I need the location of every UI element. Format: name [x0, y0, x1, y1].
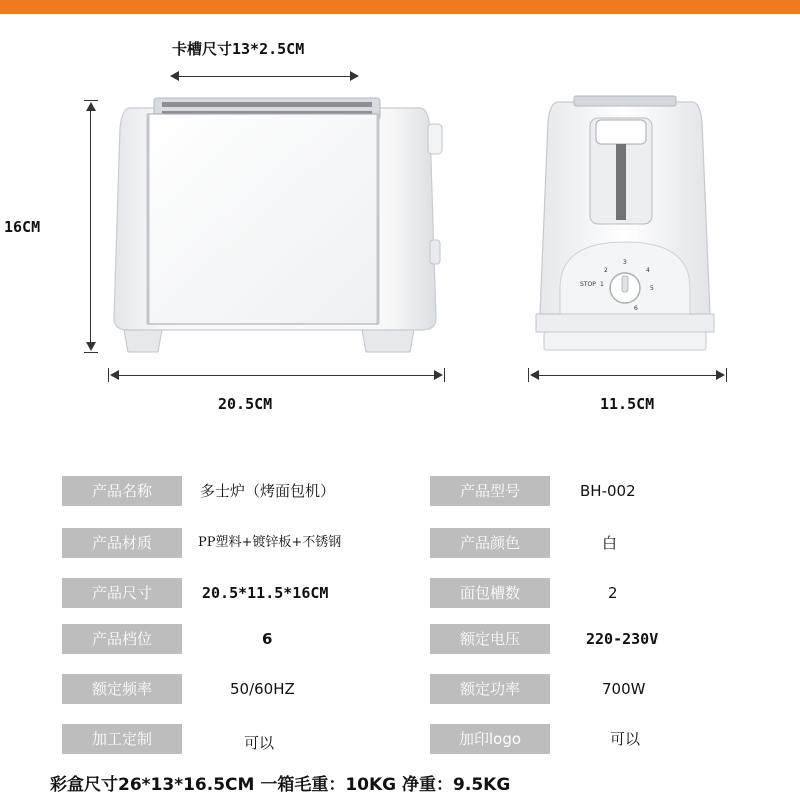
spec-label: 产品颜色: [430, 528, 550, 558]
slot-dimension-label: 卡槽尺寸13*2.5CM: [172, 40, 305, 58]
spec-value: 20.5*11.5*16CM: [202, 584, 329, 602]
spec-value: 可以: [244, 734, 275, 752]
slot-arrow-left: [170, 71, 179, 81]
toaster-side-view: [530, 92, 720, 364]
width-tick-right: [444, 368, 445, 382]
depth-arrow-right: [716, 370, 725, 380]
width-arrow-left: [110, 370, 119, 380]
spec-value: 50/60HZ: [230, 680, 295, 698]
spec-label: 额定电压: [430, 624, 550, 654]
knob-mark-4: 4: [646, 267, 650, 274]
depth-arrow-left: [530, 370, 539, 380]
depth-dimension-line: [534, 375, 720, 376]
height-tick-bottom: [84, 352, 98, 353]
knob-mark-1: 1: [600, 281, 604, 288]
spec-label: 额定功率: [430, 674, 550, 704]
toaster-front-view: [100, 88, 450, 362]
spec-label: 产品尺寸: [62, 578, 182, 608]
spec-value: 220-230V: [586, 630, 659, 648]
knob-mark-3: 3: [623, 259, 627, 266]
spec-label: 产品名称: [62, 476, 182, 506]
spec-label: 加印logo: [430, 724, 550, 754]
spec-label: 产品型号: [430, 476, 550, 506]
spec-value: 可以: [610, 730, 641, 748]
top-accent-bar: [0, 0, 800, 14]
width-dimension-label: 20.5CM: [218, 395, 273, 413]
slot-dimension-line: [176, 76, 352, 77]
spec-label: 加工定制: [62, 724, 182, 754]
spec-label: 额定频率: [62, 674, 182, 704]
slot-arrow-right: [350, 71, 359, 81]
spec-label: 面包槽数: [430, 578, 550, 608]
knob-stop-label: STOP: [580, 281, 596, 288]
spec-label: 产品档位: [62, 624, 182, 654]
spec-value: 白: [602, 534, 618, 552]
spec-row: [62, 476, 752, 506]
knob-mark-6: 6: [634, 305, 638, 312]
height-dimension-line: [90, 108, 91, 346]
spec-row: [62, 724, 752, 754]
package-info-footer: 彩盒尺寸26*13*16.5CM 一箱毛重：10KG 净重：9.5KG: [50, 775, 511, 795]
width-dimension-line: [114, 375, 438, 376]
spec-value: 2: [608, 584, 618, 602]
spec-row: [62, 578, 752, 608]
spec-value: 6: [262, 630, 273, 648]
depth-dimension-label: 11.5CM: [600, 395, 655, 413]
knob-mark-2: 2: [604, 267, 608, 274]
knob-mark-5: 5: [650, 285, 654, 292]
spec-row: [62, 674, 752, 704]
spec-value: 700W: [602, 680, 646, 698]
spec-row: [62, 624, 752, 654]
height-arrow-down: [86, 342, 96, 351]
depth-tick-right: [726, 368, 727, 382]
spec-value: 多士炉（烤面包机）: [200, 482, 336, 500]
height-dimension-label: 16CM: [4, 218, 41, 236]
spec-value: PP塑料+镀锌板+不锈钢: [198, 535, 342, 550]
height-arrow-up: [86, 102, 96, 111]
spec-label: 产品材质: [62, 528, 182, 558]
spec-value: BH-002: [580, 482, 636, 500]
spec-row: [62, 528, 752, 558]
width-arrow-right: [434, 370, 443, 380]
